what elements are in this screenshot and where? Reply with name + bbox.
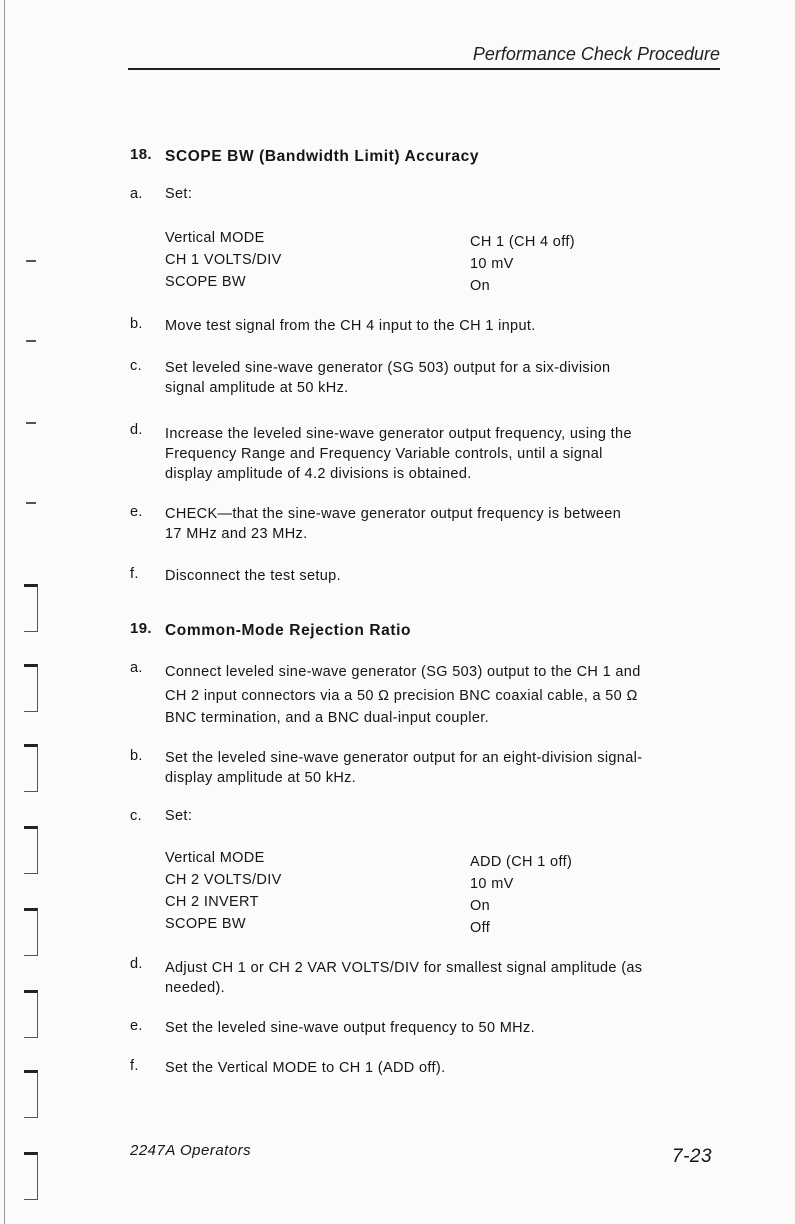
s19-step-f-label: f.	[130, 1058, 139, 1074]
s18-step-a-text: Set:	[165, 186, 193, 202]
section-18-number: 18.	[130, 146, 152, 163]
s18-step-d-line: Frequency Range and Frequency Variable controls, until a signal	[165, 446, 603, 462]
binder-line	[4, 0, 5, 1224]
s19-step-d-label: d.	[130, 956, 143, 972]
s19-step-c-text: Set:	[165, 808, 193, 824]
s19-step-a-line: BNC termination, and a BNC dual-input coupler.	[165, 710, 489, 726]
s19-step-b-line: display amplitude at 50 kHz.	[165, 770, 357, 786]
binder-tab	[24, 1070, 38, 1118]
binder-tab	[24, 664, 38, 712]
s18-setting-value: On	[470, 278, 491, 294]
s19-step-a-line: CH 2 input connectors via a 50 Ω precision BNC coaxial cable, a 50 Ω	[165, 688, 638, 704]
binder-tab	[24, 584, 38, 632]
s19-step-a-line: Connect leveled sine-wave generator (SG 503) output to the CH 1 and	[165, 664, 641, 680]
s19-setting-value: 10 mV	[470, 876, 514, 892]
s18-step-c-line: signal amplitude at 50 kHz.	[165, 380, 349, 396]
s18-step-e-line: 17 MHz and 23 MHz.	[165, 526, 308, 542]
s18-step-d-line: display amplitude of 4.2 divisions is obtained.	[165, 466, 472, 482]
s19-step-d-line: Adjust CH 1 or CH 2 VAR VOLTS/DIV for smallest signal amplitude (as	[165, 960, 643, 976]
s19-step-f-text: Set the Vertical MODE to CH 1 (ADD off).	[165, 1060, 446, 1076]
s18-setting-value: 10 mV	[470, 256, 514, 272]
s18-step-b-text: Move test signal from the CH 4 input to the CH 1 input.	[165, 318, 536, 334]
s18-step-b-label: b.	[130, 316, 143, 332]
binder-tab	[24, 826, 38, 874]
binder-edge	[0, 0, 40, 1224]
s18-step-f-text: Disconnect the test setup.	[165, 568, 341, 584]
s19-step-e-text: Set the leveled sine-wave output frequency to 50 MHz.	[165, 1020, 535, 1036]
s18-step-d-label: d.	[130, 422, 143, 438]
s19-setting-value: ADD (CH 1 off)	[470, 854, 573, 870]
s18-step-a-label: a.	[130, 186, 143, 202]
binder-mark	[26, 502, 36, 504]
s18-step-d-line: Increase the leveled sine-wave generator output frequency, using the	[165, 426, 632, 442]
binder-mark	[26, 422, 36, 424]
s18-step-e-line: CHECK—that the sine-wave generator output frequency is between	[165, 506, 622, 522]
binder-tab	[24, 990, 38, 1038]
footer-manual-name: 2247A Operators	[130, 1142, 252, 1159]
s18-setting-control: CH 1 VOLTS/DIV	[165, 252, 282, 268]
binder-tab	[24, 744, 38, 792]
s19-setting-value: On	[470, 898, 491, 914]
s18-step-c-label: c.	[130, 358, 142, 374]
s19-step-b-line: Set the leveled sine-wave generator output for an eight-division signal-	[165, 750, 643, 766]
section-19-title: Common-Mode Rejection Ratio	[165, 622, 412, 639]
s18-step-c-line: Set leveled sine-wave generator (SG 503) output for a six-division	[165, 360, 611, 376]
s18-step-e-label: e.	[130, 504, 143, 520]
binder-mark	[26, 340, 36, 342]
header-rule	[128, 68, 720, 70]
binder-tab	[24, 1152, 38, 1200]
page-header: Performance Check Procedure	[472, 44, 720, 64]
s19-setting-value: Off	[470, 920, 491, 936]
s18-setting-control: Vertical MODE	[165, 230, 265, 246]
s19-step-c-label: c.	[130, 808, 142, 824]
s19-setting-control: Vertical MODE	[165, 850, 265, 866]
binder-tab	[24, 908, 38, 956]
s18-setting-control: SCOPE BW	[165, 274, 246, 290]
s19-setting-control: CH 2 VOLTS/DIV	[165, 872, 282, 888]
s18-setting-value: CH 1 (CH 4 off)	[470, 234, 575, 250]
s19-setting-control: CH 2 INVERT	[165, 894, 259, 910]
footer-page-number: 7-23	[672, 1146, 713, 1167]
s19-step-d-line: needed).	[165, 980, 226, 996]
binder-mark	[26, 260, 36, 262]
s19-step-b-label: b.	[130, 748, 143, 764]
section-19-number: 19.	[130, 620, 152, 637]
s19-step-a-label: a.	[130, 660, 143, 676]
section-18-title: SCOPE BW (Bandwidth Limit) Accuracy	[165, 148, 480, 165]
s18-step-f-label: f.	[130, 566, 139, 582]
s19-setting-control: SCOPE BW	[165, 916, 246, 932]
s19-step-e-label: e.	[130, 1018, 143, 1034]
